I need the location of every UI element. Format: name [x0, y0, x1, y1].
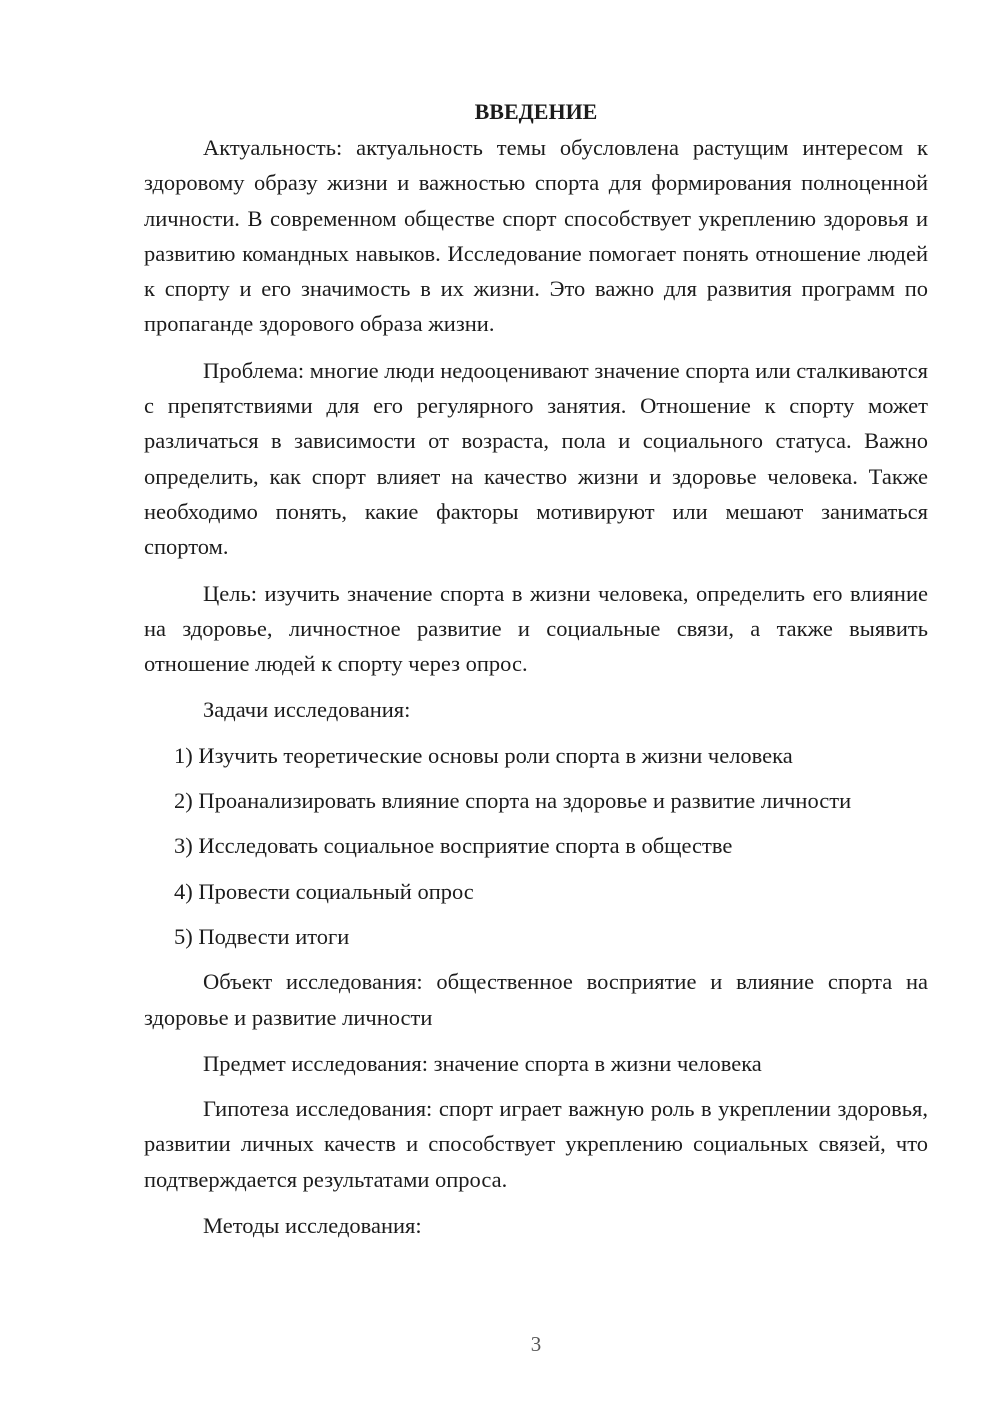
tasks-list	[144, 738, 928, 954]
hypothesis-paragraph: Гипотеза исследования: спорт играет важную роль в укреплении здоровья, развитии личных качеств и способствует укреплению социальных связей, что подтверждается результатами опроса.	[144, 1096, 928, 1192]
page-title: ВВЕДЕНИЕ	[474, 99, 598, 124]
problem-paragraph: Проблема: многие люди недооценивают значение спорта или сталкиваются с препятствиями для его регулярного занятия. Отношение к спорту может различаться в зависимости от возраста, пола и социального статуса. Важно определить, как спорт влияет на качество жизни и здоровье человека. Также необходимо понять, какие факторы мотивируют или мешают заниматься спортом.	[144, 357, 928, 560]
relevance-paragraph: Актуальность: актуальность темы обусловлена растущим интересом к здоровому образу жизни и важностью спорта для формирования полноценной личности. В современном обществе спорт способствует укреплению здоровья и развитию командных навыков. Исследование помогает понять отношение людей к спорту и его значимость в их жизни. Это важно для развития программ по пропаганде здорового образа жизни.	[144, 135, 928, 337]
goal-paragraph: Цель: изучить значение спорта в жизни человека, определить его влияние на здоровье, личностное развитие и социальные связи, а также выявить отношение людей к спорту через опрос.	[144, 580, 928, 677]
page-number: 3	[530, 1332, 542, 1356]
list-item: 3) Исследовать социальное восприятие спорта в обществе	[174, 833, 733, 859]
tasks-heading: Задачи исследования:	[203, 697, 411, 723]
list-item: 2) Проанализировать влияние спорта на здоровье и развитие личности	[174, 788, 852, 814]
list-item: 4) Провести социальный опрос	[174, 878, 474, 904]
list-item: 5) Подвести итоги	[174, 923, 350, 949]
object-paragraph: Объект исследования: общественное восприятие и влияние спорта на здоровье и развитие личности	[144, 969, 928, 1030]
subject-paragraph: Предмет исследования: значение спорта в жизни человека	[203, 1050, 762, 1076]
list-item: 1) Изучить теоретические основы роли спорта в жизни человека	[174, 742, 793, 768]
document-page	[144, 94, 928, 1253]
methods-heading: Методы исследования:	[203, 1213, 422, 1239]
